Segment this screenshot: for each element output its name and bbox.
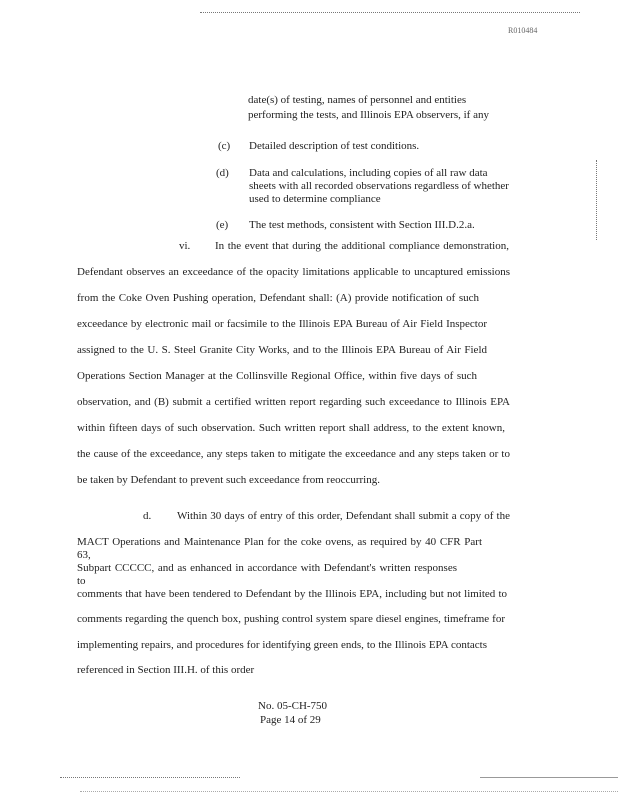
list-item-text: The test methods, consistent with Section III.D.2.a.	[249, 219, 475, 231]
paragraph-line: be taken by Defendant to prevent such exceedance from reoccurring.	[77, 474, 380, 486]
paragraph-line: the cause of the exceedance, any steps taken to mitigate the exceedance and any steps taken or to	[77, 448, 510, 460]
list-item-marker: (c)	[218, 140, 231, 152]
paragraph-first-line: In the event that during the additional compliance demonstration,	[215, 240, 509, 252]
paragraph-line: observation, and (B) submit a certified written report regarding such exceedance to Illinois EPA	[77, 396, 510, 408]
list-item-text: performing the tests, and Illinois EPA observers, if any	[248, 109, 489, 121]
scan-edge-bottom	[60, 777, 240, 778]
bates-number: R010484	[508, 26, 538, 35]
paragraph-line: Defendant observes an exceedance of the opacity limitations applicable to uncaptured emissions	[77, 266, 510, 278]
paragraph-line: MACT Operations and Maintenance Plan for the coke ovens, as required by 40 CFR Part 63,	[77, 536, 482, 561]
paragraph-marker: vi.	[179, 240, 191, 252]
paragraph-line: Subpart CCCCC, and as enhanced in accordance with Defendant's written responses to	[77, 562, 457, 587]
paragraph-line: exceedance by electronic mail or facsimile to the Illinois EPA Bureau of Air Field Inspector	[77, 318, 487, 330]
paragraph-line: comments that have been tendered to Defendant by the Illinois EPA, including but not limited to	[77, 588, 507, 600]
scan-edge-top	[200, 12, 580, 13]
scan-edge-bottom	[480, 777, 618, 778]
list-item-text: date(s) of testing, names of personnel and entities	[248, 94, 467, 106]
list-item-marker: (d)	[216, 167, 229, 179]
scan-edge-right	[596, 160, 597, 240]
paragraph-line: within fifteen days of such observation. Such written report shall address, to the extent known,	[77, 422, 505, 434]
list-item-text: sheets with all recorded observations regardless of whether	[249, 180, 509, 192]
paragraph-line: comments regarding the quench box, pushing control system spare diesel engines, timeframe for	[77, 613, 505, 625]
paragraph-line: referenced in Section III.H. of this order	[77, 664, 255, 676]
list-item-text: used to determine compliance	[249, 193, 381, 205]
paragraph-marker: d.	[143, 510, 152, 522]
list-item-marker: (e)	[216, 219, 229, 231]
list-item-text: Detailed description of test conditions.	[249, 140, 420, 152]
case-number: No. 05-CH-750	[258, 700, 328, 712]
paragraph-line: assigned to the U. S. Steel Granite City Works, and to the Illinois EPA Bureau of Air Field	[77, 344, 487, 356]
paragraph-line: from the Coke Oven Pushing operation, Defendant shall: (A) provide notification of such	[77, 292, 479, 304]
scan-edge-bottom	[80, 791, 618, 792]
paragraph-line: Operations Section Manager at the Collinsville Regional Office, within five days of such	[77, 370, 477, 382]
paragraph-line: implementing repairs, and procedures for identifying green ends, to the Illinois EPA contacts	[77, 639, 487, 651]
paragraph-first-line: Within 30 days of entry of this order, Defendant shall submit a copy of the	[177, 510, 510, 522]
page-number: Page 14 of 29	[260, 714, 321, 726]
list-item-text: Data and calculations, including copies of all raw data	[249, 167, 488, 179]
